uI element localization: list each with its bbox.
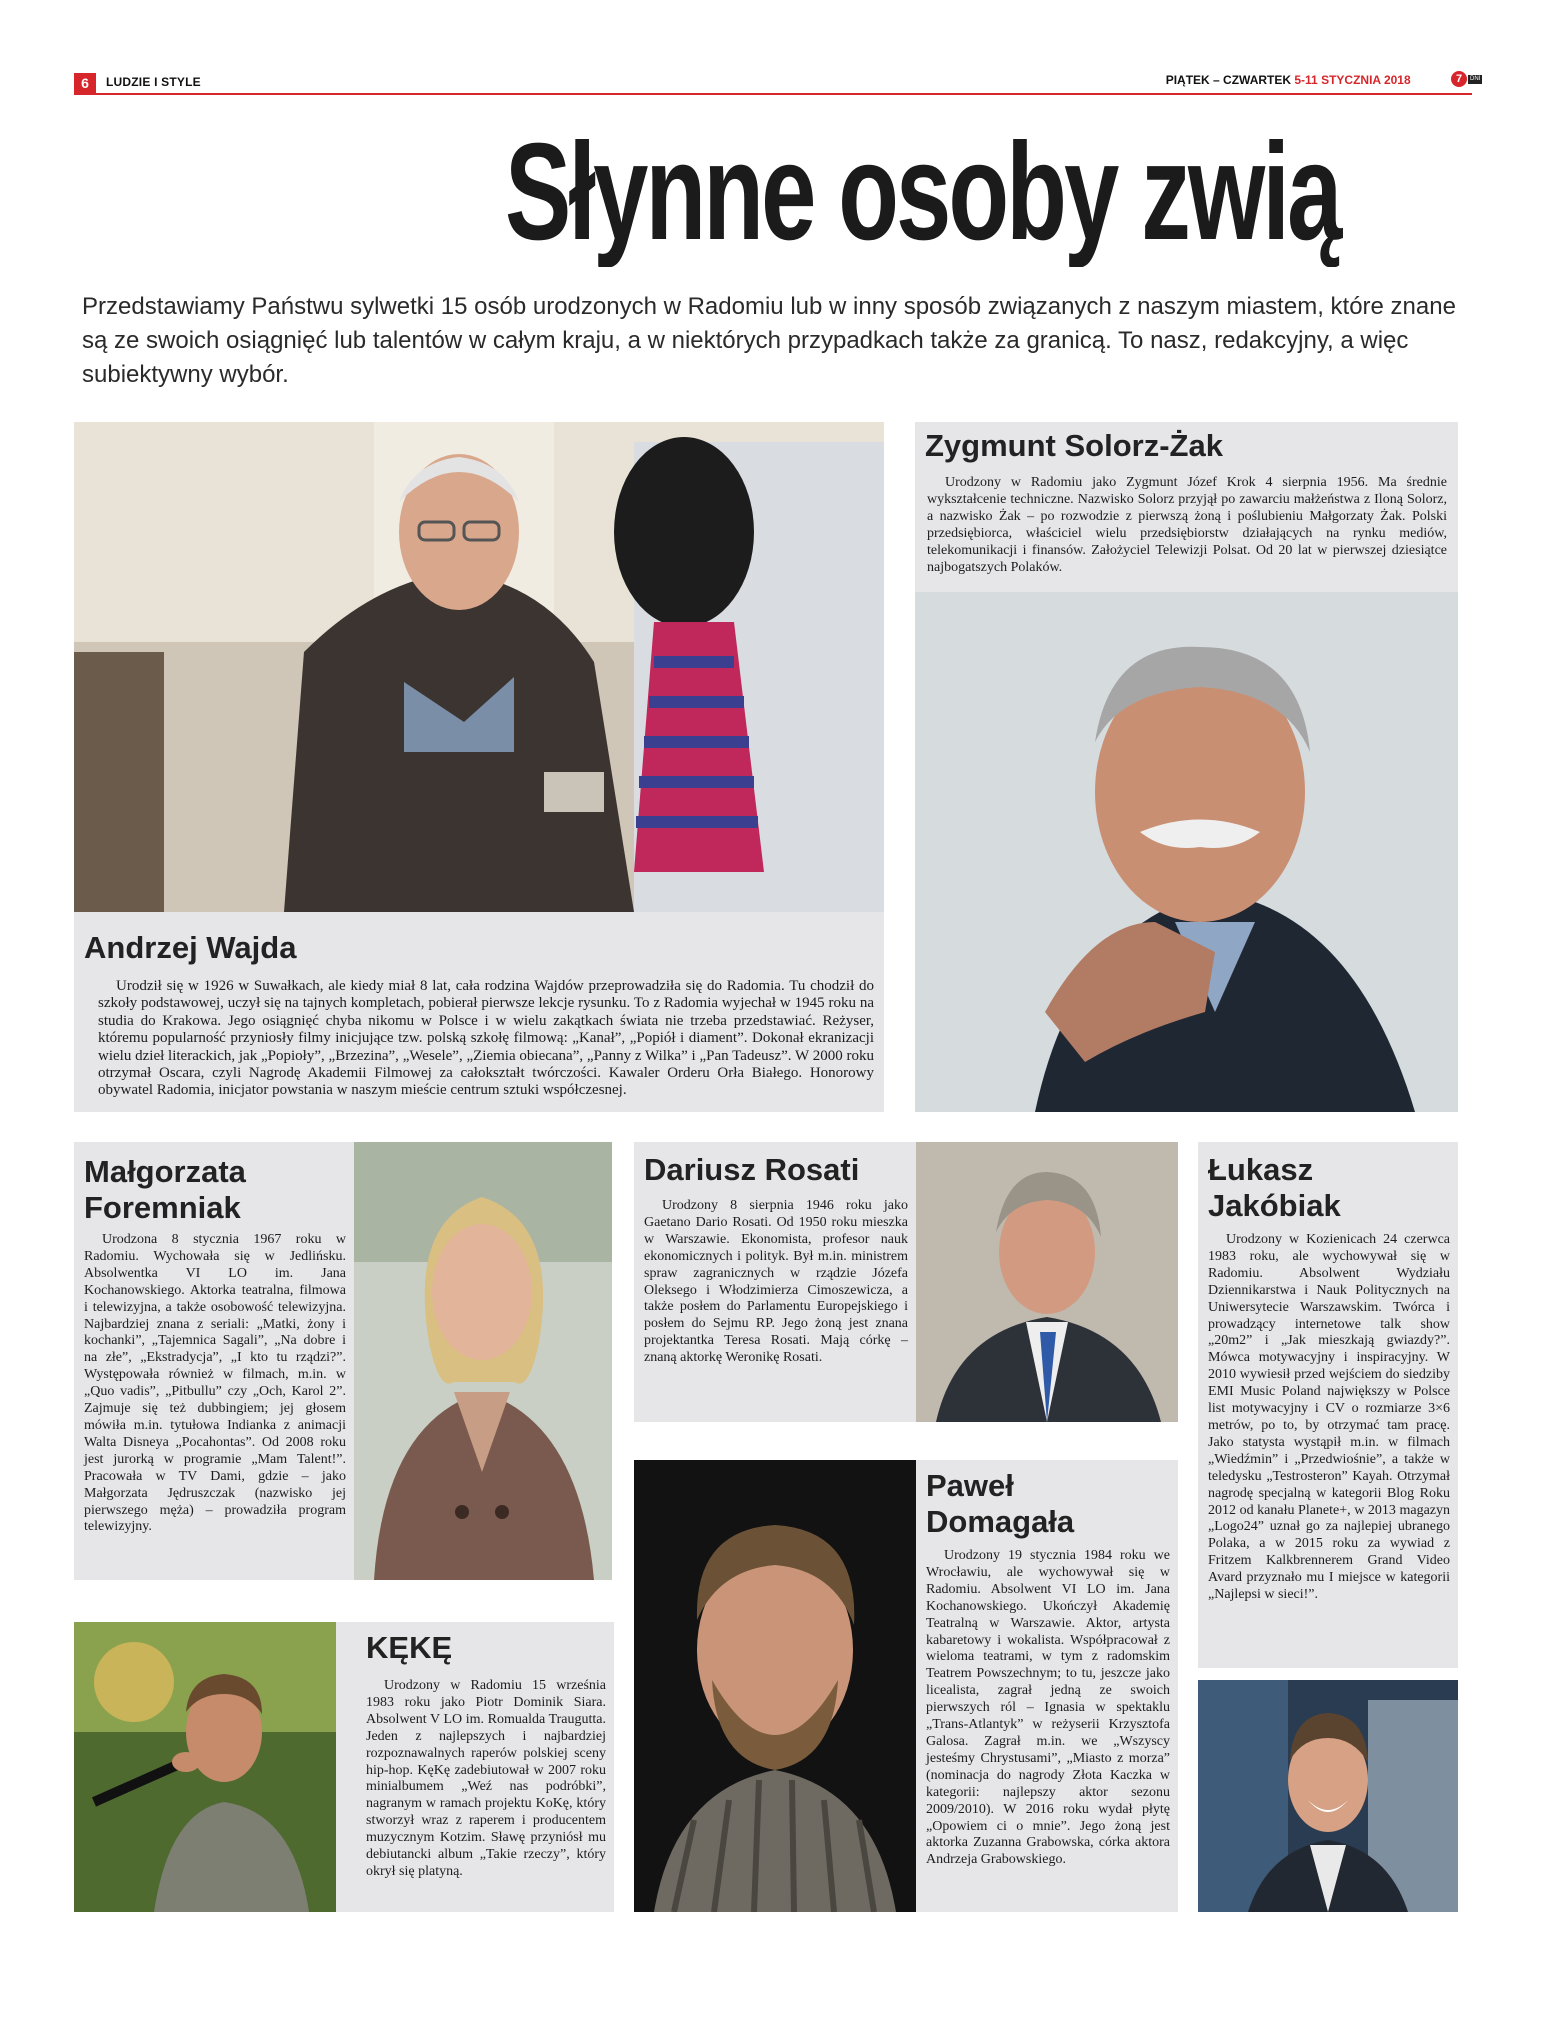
wajda-name: Andrzej Wajda	[84, 930, 297, 965]
domagala-photo	[634, 1460, 916, 1912]
header-rule	[74, 93, 1472, 95]
rosati-photo	[916, 1142, 1178, 1422]
keke-photo	[74, 1622, 336, 1912]
foremniak-box	[74, 1142, 354, 1580]
rosati-name: Dariusz Rosati	[644, 1152, 860, 1187]
rosati-box	[634, 1142, 916, 1422]
jakobiak-name-line2: Jakóbiak	[1208, 1188, 1341, 1223]
brand-tag: DNI	[1470, 76, 1481, 82]
headline: Słynne osoby zwią	[505, 117, 1340, 267]
jakobiak-text: Urodzony w Kozienicach 24 czerwca 1983 roku, ale wychowywał się w Radomiu. Absolwent Wydziału Dziennikarstwa i Nauk Politycznych na Uniwersytecie Warszawskim. Twórca i prowadzący internetowe talk show „20m2” i „Jak mieszkają gwiazdy?”. Mówca motywacyjny i inspiracyjny. W 2010 wywiesił przed wejściem do siedziby EMI Music Poland największy w Polsce list motywacyjny i CV o rozmiarze 3×6 metrów, po to, by otrzymać tam pracę. Jako statysta wystąpił m.in. w filmach „Wiedźmin” i „Przedwiośnie”, a także w teledysku „Testrosteron” Kayah. Otrzymał nagrodę specjalną w kategorii Blog Roku 2012 od kanału Planete+, w 2013 magazyn „Logo24” uznał go za najlepiej ubranego Polaka, a w 2015 roku za wywiad z Fritzem Kalkbrennerem Grand Video Avard przyznało mu I miejsce w kategorii „Najlepsi w sieci!”.	[1208, 1232, 1450, 1603]
jakobiak-photo	[1198, 1680, 1458, 1912]
foremniak-photo	[354, 1142, 612, 1580]
headline-wrap	[505, 117, 1558, 277]
domagala-name-line2: Domagała	[926, 1504, 1075, 1539]
foremniak-name-line2: Foremniak	[84, 1190, 241, 1225]
domagala-text: Urodzony 19 stycznia 1984 roku we Wrocławiu, ale wychowywał się w Radomiu. Absolwent VI LO im. Jana Kochanowskiego. Ukończył Akademię Teatralną w Warszawie. Aktor, artysta kabaretowy i wokalista. Współpracował z wieloma teatrami, w tym z radomskim Teatrem Powszechnym; to tu, jeszcze jako licealista, zagrał jedną ze swoich pierwszych ról – Ignasia w spektaklu „Trans-Atlantyk” w reżyserii Krzysztofa Galosa. Zagrał m.in. we „Wszyscy jesteśmy Chrystusami”, „Miasto z morza” (nominacja do nagrody Złota Kaczka w kategorii: najlepszy aktor sezonu 2009/2010). W 2016 roku wydał płytę „Opowiem ci o mnie”. Jego żoną jest aktorka Zuzanna Grabowska, córka aktora Andrzeja Grabowskiego.	[926, 1548, 1170, 1868]
foremniak-text: Urodzona 8 stycznia 1967 roku w Radomiu. Wychowała się w Jedlińsku. Absolwentka VI LO im. Jana Kochanowskiego. Aktorka teatralna, filmowa i telewizyjna, a także osobowość telewizyjna. Najbardziej znana z seriali: „Matki, żony i kochanki”, „Tajemnica Sagali”, „Na dobre i na złe”, „Ekstradycja”, „I kto tu rządzi?”. Występowała również w filmach, m.in. w „Quo vadis”, „Pitbullu” czy „Och, Karol 2”. Zajmuje się też dubbingiem; jej głosem mówiła m.in. tytułowa Indianka z animacji Walta Disneya „Pocahontas”. Od 2008 roku jest jurorką w programie „Mam Talent!”. Pracowała w TV Dami, gdzie – jako Małgorzata Jędruszczak (nazwisko jej pierwszego męża) – prowadziła program telewizyjny.	[84, 1232, 346, 1535]
rosati-text: Urodzony 8 sierpnia 1946 roku jako Gaetano Dario Rosati. Od 1950 roku mieszka w Warszawie. Ekonomista, profesor nauk ekonomicznych i polityk. Był m.in. ministrem spraw zagranicznych w rządzie Józefa Oleksego i Włodzimierza Cimoszewicza, a także posłem do Parlamentu Europejskiego i posłem do Sejmu RP. Jego żoną jest znana projektantka Teresa Rosati. Mają córkę – znaną aktorkę Weronikę Rosati.	[644, 1198, 908, 1366]
keke-name: KĘKĘ	[366, 1630, 453, 1665]
foremniak-name-line1: Małgorzata	[84, 1154, 246, 1189]
date-prefix: PIĄTEK – CZWARTEK	[1165, 73, 1292, 87]
domagala-name-line1: Paweł	[926, 1468, 1014, 1503]
wajda-text: Urodził się w 1926 w Suwałkach, ale kiedy miał 8 lat, cała rodzina Wajdów przeprowadziła się do Radomia. Tu chodził do szkoły podstawowej, uczył się na tajnych kompletach, pobierał pierwsze lekcje rysunku. To z Radomia wyjechał w 1945 roku na studia do Krakowa. Jego osiągnięć chyba nikomu w Polsce i w wielu zakątkach świata nie trzeba przedstawiać. Reżyser, któremu popularność przyniosły filmy inicjujące tzw. polską szkołę filmową: „Kanał”, „Popiół i diament”. Dokonał ekranizacji wielu dzieł literackich, jak „Popioły”, „Brzezina”, „Wesele”, „Ziemia obiecana”, „Panny z Wilka” i „Pan Tadeusz”. W 2000 roku otrzymał Oscara, czyli Nagrodę Akademii Filmowej za całokształt twórczości. Kawaler Orderu Orła Białego. Honorowy obywatel Radomia, inicjator powstania w naszym mieście centrum sztuki współczesnej.	[98, 978, 874, 1099]
wajda-photo	[74, 422, 884, 912]
wajda-box	[74, 912, 884, 1112]
solorz-box	[915, 422, 1458, 592]
jakobiak-box	[1198, 1142, 1458, 1668]
solorz-photo	[915, 592, 1458, 1112]
jakobiak-name	[1208, 1152, 1341, 1224]
jakobiak-name-line1: Łukasz	[1208, 1152, 1314, 1187]
date-range: 5-11 STYCZNIA 2018	[1294, 73, 1411, 87]
keke-box	[336, 1622, 614, 1912]
page-number: 6	[74, 73, 96, 93]
issue-date	[1166, 73, 1448, 87]
section-name: LUDZIE I STYLE	[106, 75, 201, 89]
intro-paragraph: Przedstawiamy Państwu sylwetki 15 osób urodzonych w Radomiu lub w inny sposób związanych z naszym miastem, które znane są ze swoich osiągnięć lub talentów w całym kraju, a w niektórych przypadkach także za granicą. To nasz, redakcyjny, a więc subiektywny wybór.	[82, 293, 1456, 388]
domagala-box	[916, 1460, 1178, 1912]
solorz-name: Zygmunt Solorz-Żak	[925, 428, 1223, 463]
domagala-name	[926, 1468, 1074, 1540]
brand-logo-icon: 7	[1451, 71, 1467, 87]
foremniak-name	[84, 1154, 246, 1226]
solorz-text: Urodzony w Radomiu jako Zygmunt Józef Krok 4 sierpnia 1956. Ma średnie wykształcenie techniczne. Nazwisko Solorz przyjął po zawarciu małżeństwa z Iloną Solorz, a nazwisko Żak – po rozwodzie z pierwszą żoną i poślubieniu Małgorzaty Żak. Polski przedsiębiorca, właściciel wielu przedsiębiorstw działających na rynku mediów, telekomunikacji i finansów. Założyciel Telewizji Polsat. Od 20 lat w pierwszej dziesiątce najbogatszych Polaków.	[927, 475, 1447, 575]
keke-text: Urodzony w Radomiu 15 września 1983 roku jako Piotr Dominik Siara. Absolwent V LO im. Romualda Traugutta. Jeden z najlepszych i najbardziej rozpoznawalnych raperów polskiej sceny hip-hop. KęKę zadebiutował w 2007 roku minialbumem „Weź nas podróbki”, nagranym w ramach projektu KoKę, który stworzył wraz z raperem i producentem muzycznym Kotzim. Sławę przyniósł mu debiutancki album „Takie rzeczy”, który okrył się platyną.	[366, 1678, 606, 1879]
